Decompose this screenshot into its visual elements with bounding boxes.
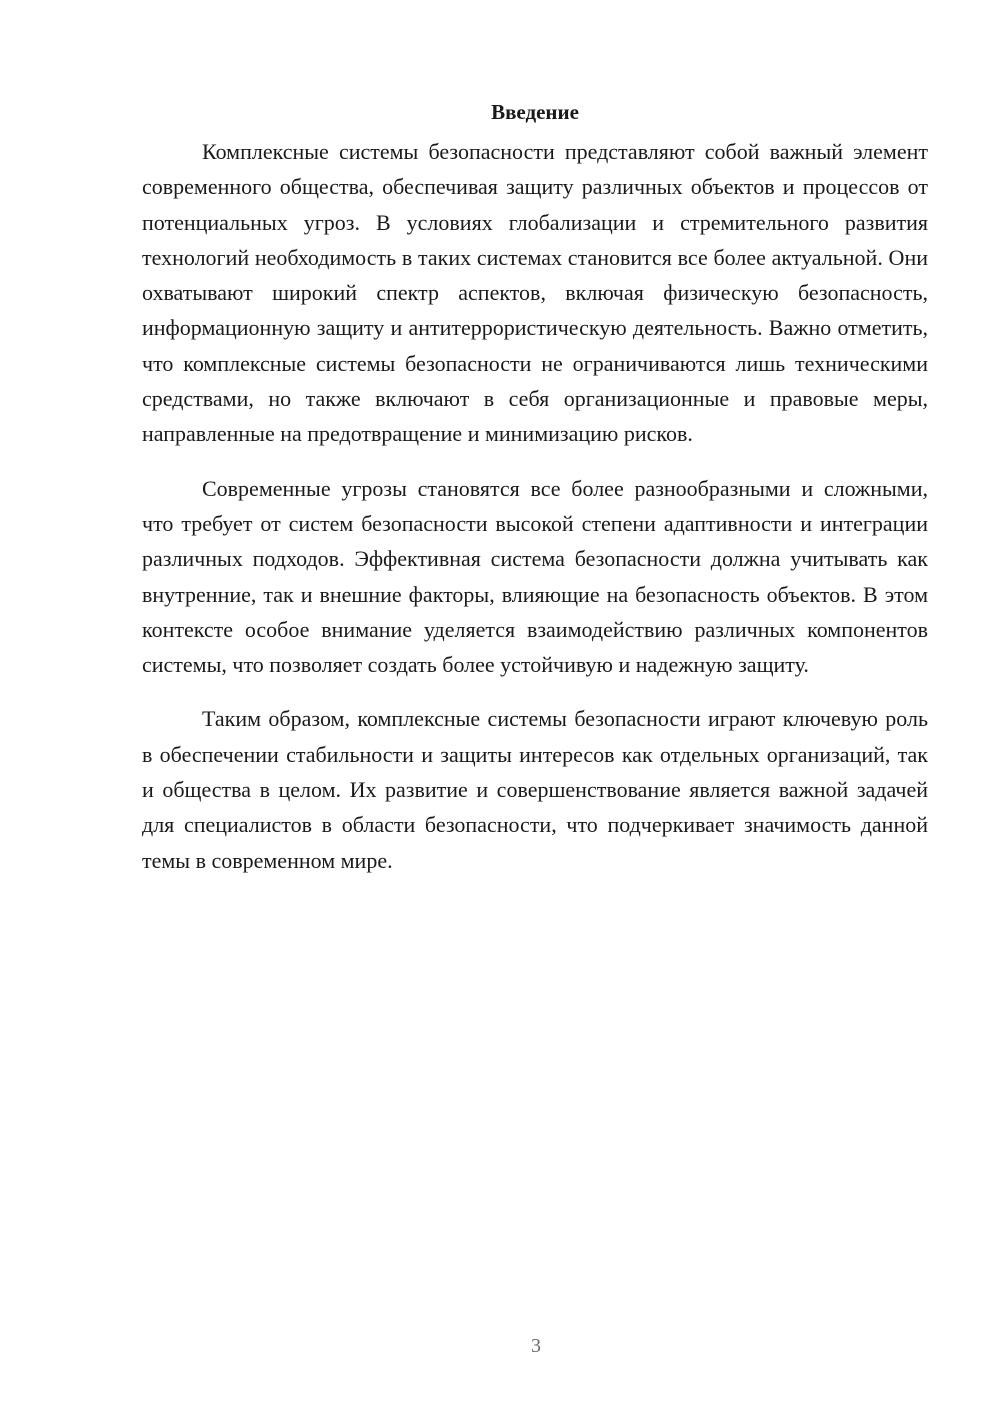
page-number: 3 (531, 1335, 541, 1357)
section-title: Введение (491, 100, 579, 124)
paragraph-1: Комплексные системы безопасности представляют собой важный элемент современного общества, обеспечивая защиту различных объектов и процессов от потенциальных угроз. В условиях глобализации и стремительного развития технологий необходимость в таких системах становится все более актуальной. Они охватывают широкий спектр аспектов, включая физическую безопасность, информационную защиту и антитеррористическую деятельность. Важно отметить, что комплексные системы безопасности не ограничиваются лишь техническими средствами, но также включают в себя организационные и правовые меры, направленные на предотвращение и минимизацию рисков. (142, 139, 928, 447)
paragraph-3: Таким образом, комплексные системы безопасности играют ключевую роль в обеспечении стабильности и защиты интересов как отдельных организаций, так и общества в целом. Их развитие и совершенствование является важной задачей для специалистов в области безопасности, что подчеркивает значимость данной темы в современном мире. (142, 706, 928, 873)
document-body (142, 98, 928, 878)
paragraph-2: Современные угрозы становятся все более разнообразными и сложными, что требует от систем безопасности высокой степени адаптивности и интеграции различных подходов. Эффективная система безопасности должна учитывать как внутренние, так и внешние факторы, влияющие на безопасность объектов. В этом контексте особое внимание уделяется взаимодействию различных компонентов системы, что позволяет создать более устойчивую и надежную защиту. (142, 475, 928, 678)
